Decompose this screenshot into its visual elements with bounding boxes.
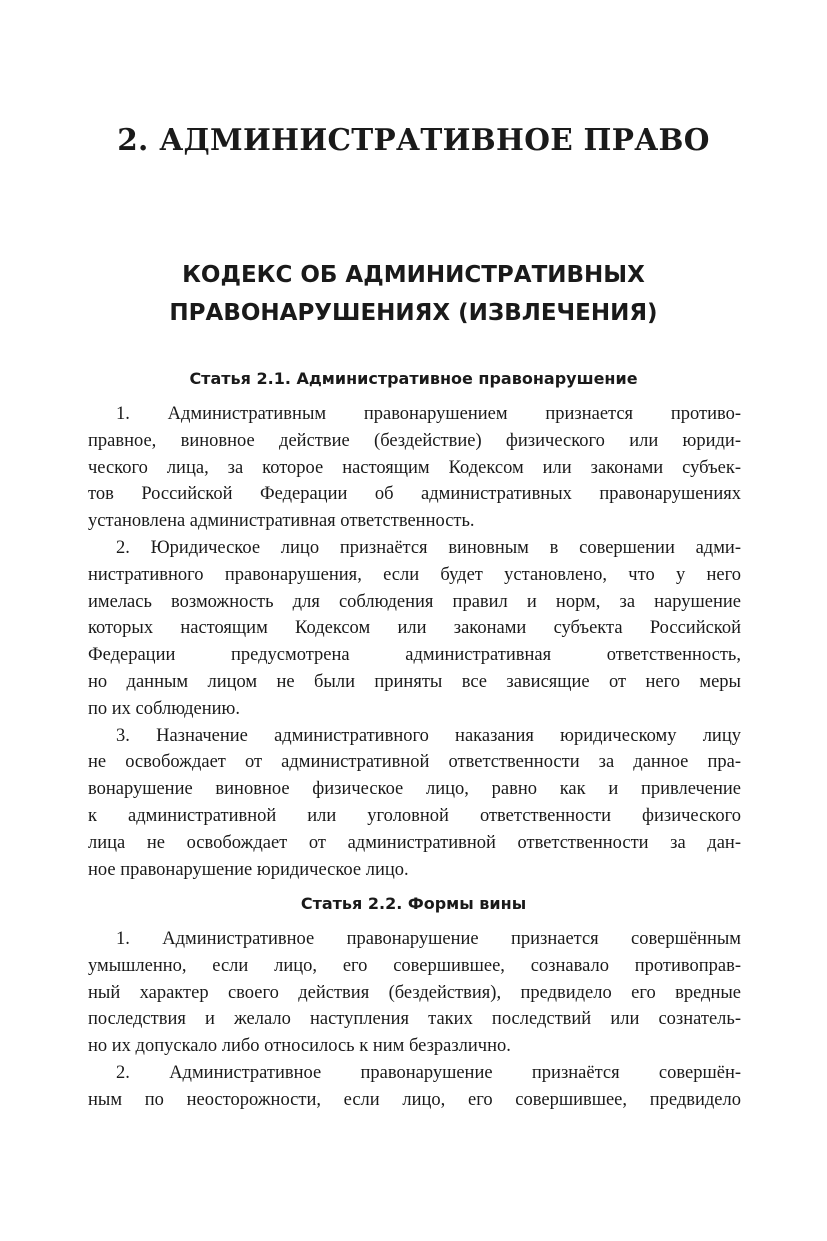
text-line: но их допускало либо относилось к ним безразлично. [88, 1036, 511, 1057]
chapter-title: 2. АДМИНИСТРАТИВНОЕ ПРАВО [117, 122, 710, 157]
text-line: не освобождает от административной ответственности за данное пра- [88, 752, 741, 773]
text-line: 2. Административное правонарушение признаётся совершён- [116, 1062, 741, 1083]
text-line: умышленно, если лицо, его совершившее, сознавало противоправ- [88, 955, 741, 976]
text-line: 1. Административным правонарушением признается противо- [116, 404, 741, 424]
text-line: ное правонарушение юридическое лицо. [88, 859, 409, 880]
text-line: Федерации предусмотрена административная ответственность, [88, 645, 741, 666]
text-line: 3. Назначение административного наказания юридическому лицу [116, 725, 741, 746]
section-title-line-2: ПРАВОНАРУШЕНИЯХ (ИЗВЛЕЧЕНИЯ) [169, 300, 658, 326]
text-line: ный характер своего действия (бездействия), предвидело его вредные [88, 982, 741, 1003]
article-2-2-body [88, 926, 741, 1114]
text-line: имелась возможность для соблюдения правил и норм, за нарушение [88, 591, 741, 612]
text-line: ческого лица, за которое настоящим Кодексом или законами субъек- [88, 457, 741, 478]
text-line: которых настоящим Кодексом или законами субъекта Российской [88, 618, 741, 639]
text-line: по их соблюдению. [88, 698, 240, 719]
section-title-line-1: КОДЕКС ОБ АДМИНИСТРАТИВНЫХ [182, 262, 645, 288]
text-line: 1. Административное правонарушение признается совершённым [116, 929, 741, 949]
article-2-1-heading: Статья 2.1. Административное правонарушение [189, 369, 638, 388]
text-line: установлена административная ответственность. [88, 511, 475, 532]
article-2-1-body [88, 401, 741, 883]
text-line: 2. Юридическое лицо признаётся виновным в совершении адми- [116, 537, 741, 558]
text-line: тов Российской Федерации об административных правонарушениях [88, 484, 741, 505]
text-line: к административной или уголовной ответственности физического [88, 805, 741, 826]
text-line: правное, виновное действие (бездействие) физического или юриди- [88, 430, 741, 451]
text-line: но данным лицом не были приняты все зависящие от него меры [88, 671, 741, 692]
article-2-2-heading: Статья 2.2. Формы вины [300, 894, 527, 913]
text-line: ным по неосторожности, если лицо, его совершившее, предвидело [88, 1089, 741, 1110]
text-line: нистративного правонарушения, если будет установлено, что у него [88, 564, 741, 585]
section-title [0, 256, 827, 332]
text-line: последствия и желало наступления таких последствий или сознатель- [88, 1009, 741, 1030]
text-line: лица не освобождает от административной ответственности за дан- [88, 832, 741, 853]
text-line: вонарушение виновное физическое лицо, равно как и привлечение [88, 779, 741, 800]
